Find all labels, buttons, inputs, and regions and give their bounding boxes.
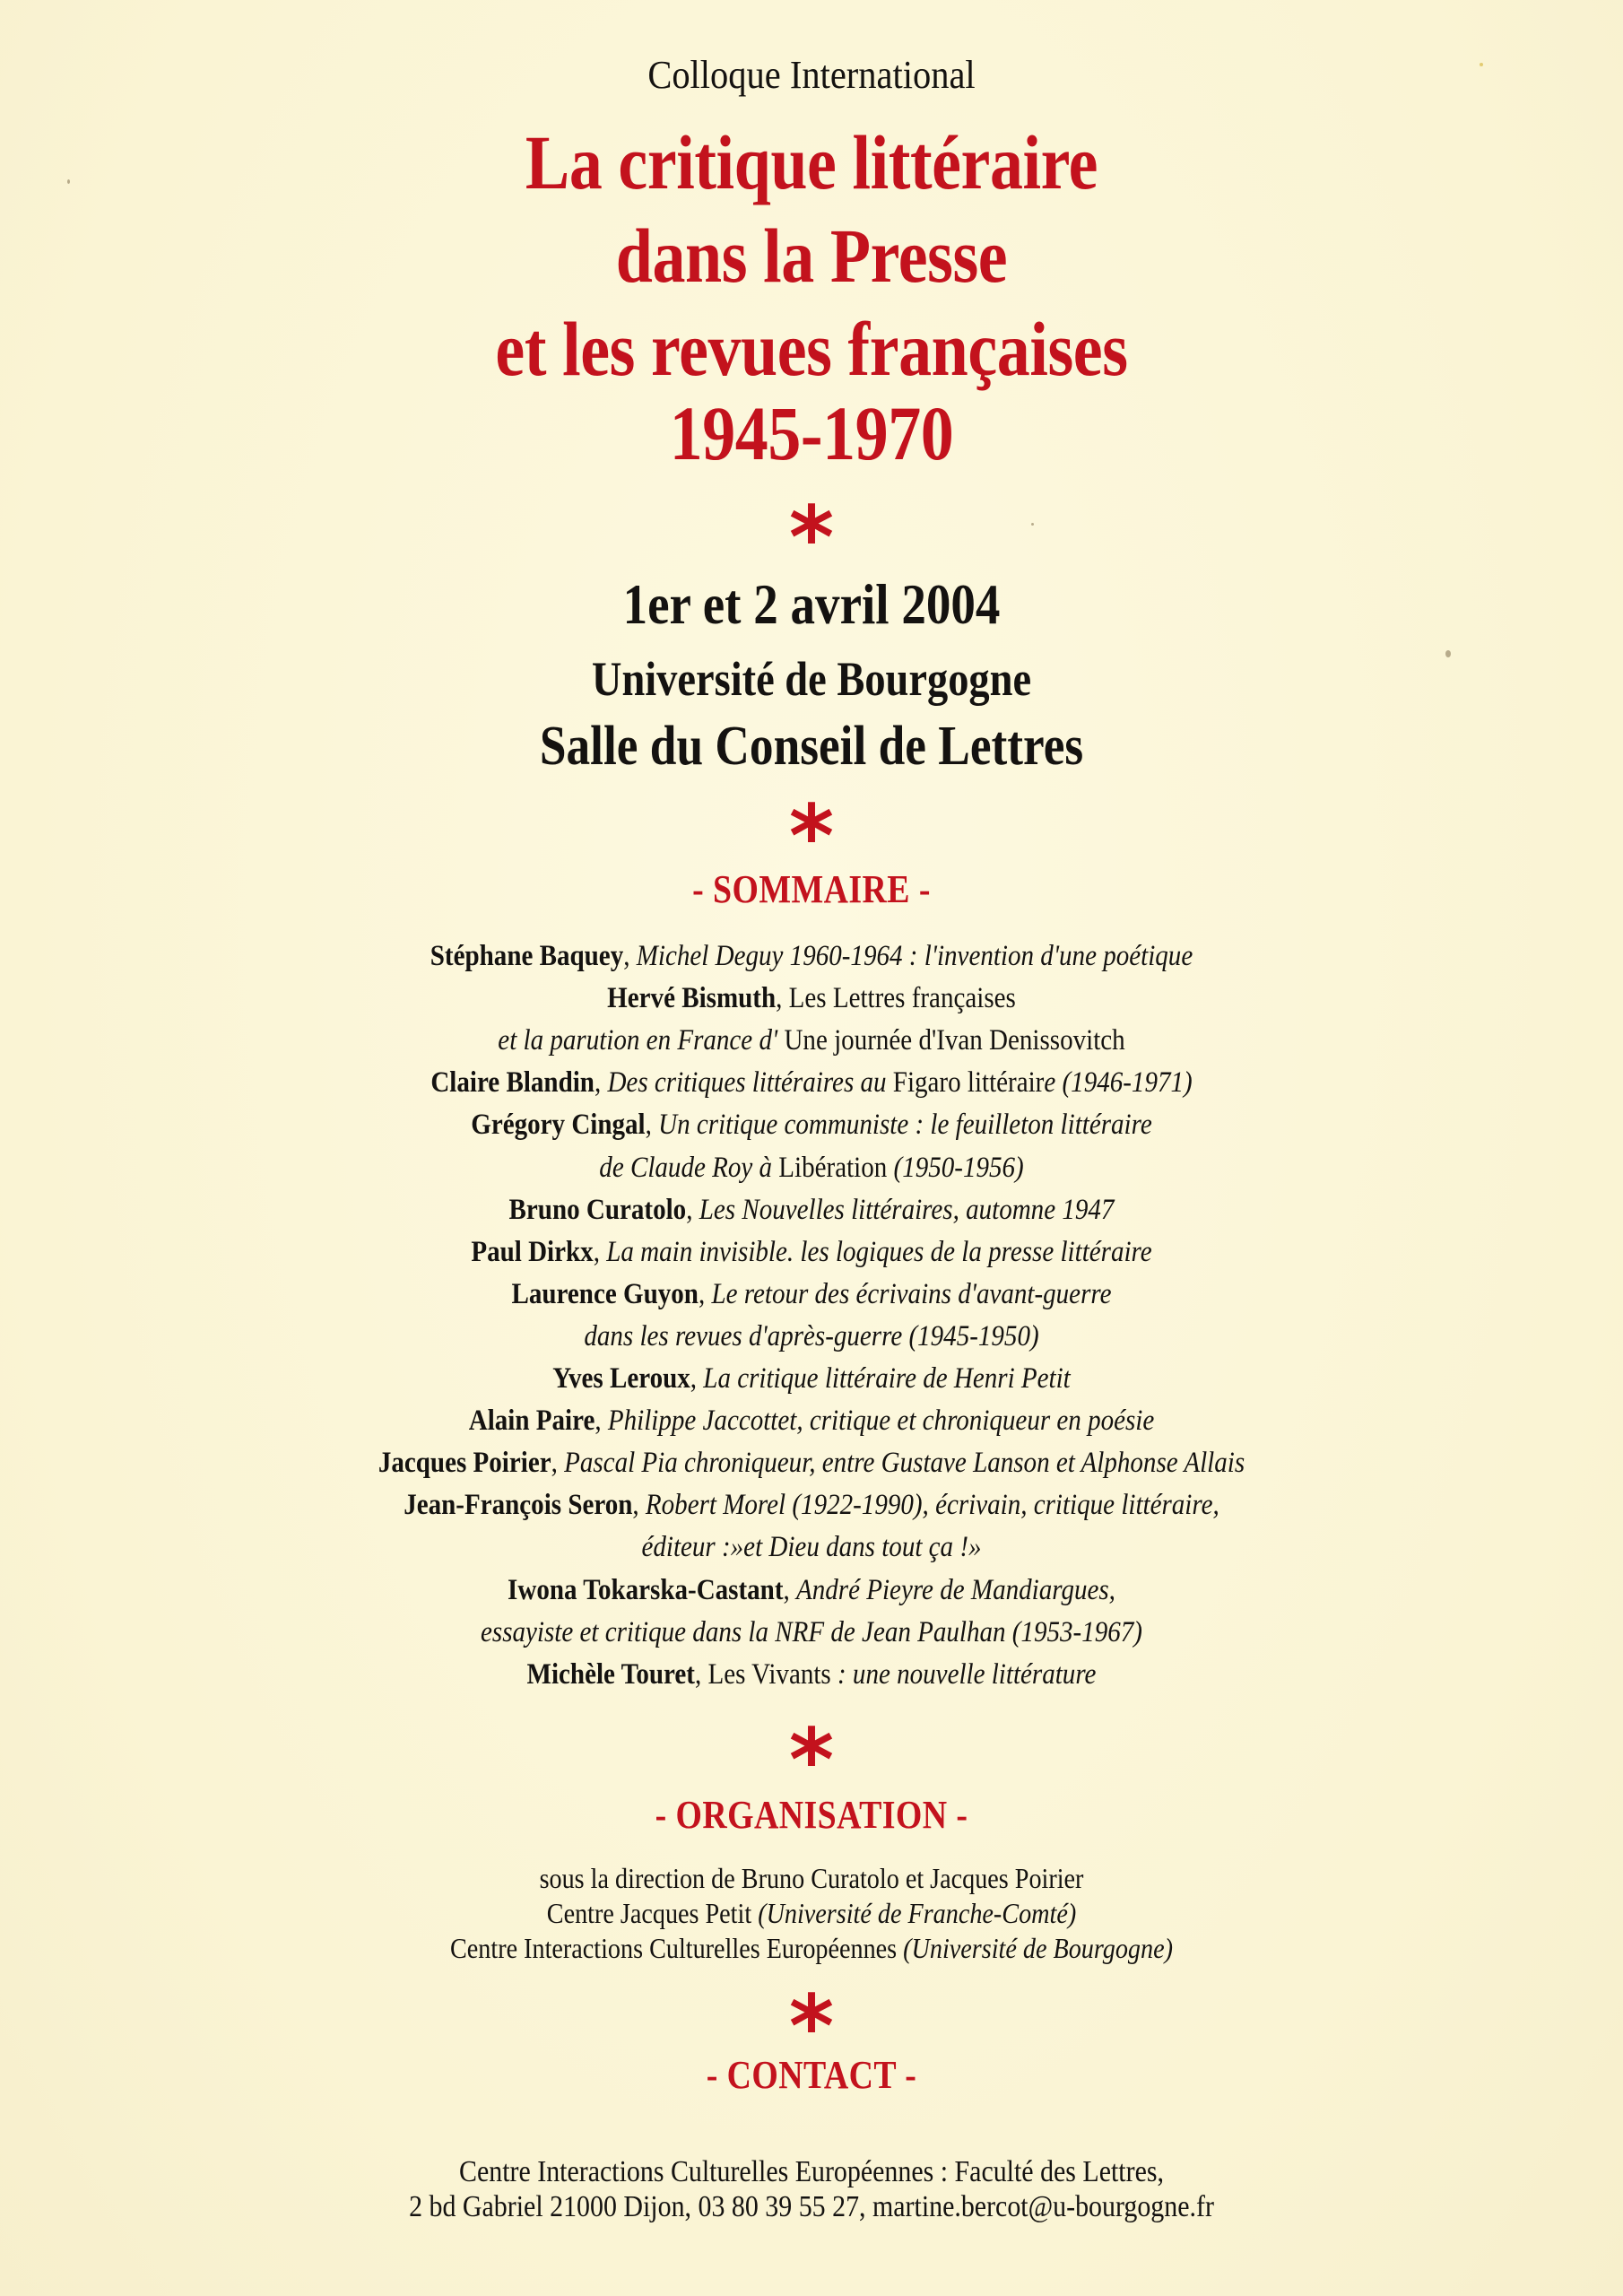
sommaire-entry [98, 1364, 1526, 1394]
organisation-centre-1 [98, 1899, 1526, 1927]
entry-author: Michèle Touret [526, 1657, 695, 1691]
sommaire-heading: - SOMMAIRE - [692, 867, 931, 911]
entry-title-italic: Pascal Pia chroniqueur, entre Gustave Lanson et Alphonse Allais [564, 1447, 1245, 1480]
entry-title-italic: La main invisible. les logiques de la presse littéraire [606, 1235, 1152, 1268]
entry-author: Iwona Tokarska-Castant [508, 1573, 784, 1606]
entry-title-italic: : une nouvelle littérature [837, 1657, 1097, 1691]
sommaire-entry [98, 1193, 1526, 1226]
sommaire-entry [98, 1235, 1526, 1268]
entry-title-roman: , [632, 1489, 646, 1522]
colloque-kicker: Colloque International [647, 53, 976, 97]
entry-title-roman: , [690, 1362, 704, 1395]
organisation-direction: sous la direction de Bruno Curatolo et Jacques Poirier [539, 1862, 1084, 1894]
entry-title-italic: André Pieyre de Mandiargues, [796, 1573, 1115, 1606]
asterisk-separator: * [788, 1710, 835, 1811]
entry-title-roman: , Les Lettres françaises [776, 982, 1016, 1015]
paper-speck [1480, 63, 1483, 66]
paper-speck [1031, 523, 1034, 526]
title-line-2: dans la Presse [615, 213, 1008, 299]
entry-title-roman: , [595, 1405, 608, 1438]
entry-title-italic: Des critiques littéraires au [607, 1066, 887, 1100]
entry-title-roman: , [594, 1066, 608, 1100]
entry-author: Jean-François Seron [404, 1489, 633, 1522]
asterisk-separator: * [788, 488, 835, 588]
entry-author: Bruno Curatolo [508, 1193, 687, 1226]
entry-title-roman: , [783, 1573, 797, 1606]
entry-title-italic: Philippe Jaccottet, critique et chroniqueur en poésie [607, 1405, 1155, 1438]
entry-title-roman: Une journée d'Ivan Denissovitch [777, 1024, 1125, 1057]
entry-title-italic: Le retour des écrivains d'avant-guerre [711, 1277, 1112, 1310]
entry-title-italic: Michel Deguy 1960-1964 : l'invention d'une poétique [636, 940, 1193, 972]
entry-title-roman: , [593, 1235, 607, 1268]
entry-title-roman: , [698, 1277, 712, 1310]
centre-affiliation: (Université de Franche-Comté) [758, 1897, 1077, 1929]
entry-title-italic: e (1946-1971) [1044, 1066, 1193, 1100]
entry-title-roman: , [623, 940, 637, 972]
entry-title-roman: Figaro littérair [886, 1066, 1045, 1100]
entry-title-italic: de Claude Roy à [599, 1151, 773, 1184]
entry-author: Alain Paire [468, 1405, 595, 1438]
sommaire-entry [98, 1491, 1526, 1520]
entry-author: Stéphane Baquey [430, 940, 624, 972]
entry-title-italic: essayiste et critique dans la NRF de Jean Paulhan (1953-1967) [481, 1615, 1142, 1648]
sommaire-entry-continuation [98, 1026, 1526, 1056]
event-room: Salle du Conseil de Lettres [539, 716, 1084, 777]
sommaire-entry [98, 942, 1526, 971]
asterisk-separator: * [788, 787, 835, 887]
entry-title-roman: , Les Vivants [694, 1657, 838, 1691]
centre-name: Centre Jacques Petit [546, 1897, 759, 1929]
sommaire-entry [98, 1406, 1526, 1436]
sommaire-entry [98, 1068, 1526, 1098]
title-years: 1945-1970 [669, 390, 954, 476]
entry-title-italic: (1950-1956) [893, 1151, 1024, 1184]
entry-title-italic: éditeur :»et Dieu dans tout ça !» [641, 1531, 982, 1564]
event-date: 1er et 2 avril 2004 [622, 572, 1001, 636]
entry-title-italic: dans les revues d'après-guerre (1945-1950) [584, 1319, 1039, 1352]
sommaire-entry [98, 984, 1526, 1013]
entry-author: Grégory Cingal [471, 1109, 646, 1142]
sommaire-entry-continuation [98, 1319, 1526, 1352]
centre-affiliation: (Université de Bourgogne) [903, 1932, 1173, 1964]
entry-author: Laurence Guyon [511, 1277, 699, 1310]
organisation-centre-2 [98, 1934, 1526, 1962]
paper-speck [67, 179, 70, 184]
title-line-1: La critique littéraire [525, 119, 1098, 205]
entry-title-roman: , [551, 1447, 565, 1480]
sommaire-entry-continuation [98, 1533, 1526, 1562]
asterisk-separator: * [788, 1977, 835, 2077]
sommaire-entry-continuation [98, 1153, 1526, 1183]
sommaire-entry [98, 1448, 1526, 1478]
entry-title-roman: , [686, 1193, 699, 1226]
organisation-heading: - ORGANISATION - [655, 1793, 968, 1837]
entry-author: Hervé Bismuth [607, 982, 777, 1015]
contact-address-line-2: 2 bd Gabriel 21000 Dijon, 03 80 39 55 27, martine.bercot@u-bourgogne.fr [409, 2190, 1214, 2223]
title-line-3: et les revues françaises [495, 306, 1128, 392]
entry-author: Paul Dirkx [471, 1235, 594, 1268]
sommaire-entry [98, 1573, 1526, 1606]
entry-author: Yves Leroux [552, 1362, 690, 1395]
entry-title-italic: La critique littéraire de Henri Petit [703, 1362, 1071, 1395]
event-university: Université de Bourgogne [591, 652, 1032, 706]
sommaire-entry-continuation [98, 1615, 1526, 1648]
sommaire-entry [98, 1657, 1526, 1691]
sommaire-entry [98, 1277, 1526, 1310]
entry-title-italic: et la parution en France d' [498, 1024, 778, 1057]
contact-heading: - CONTACT - [706, 2053, 917, 2097]
entry-author: Jacques Poirier [378, 1447, 551, 1480]
sommaire-entry [98, 1110, 1526, 1140]
entry-title-italic: Robert Morel (1922-1990), écrivain, critique littéraire, [645, 1489, 1219, 1522]
entry-title-roman: , [645, 1109, 659, 1142]
entry-title-italic: Les Nouvelles littéraires, automne 1947 [699, 1193, 1115, 1226]
entry-title-italic: Un critique communiste : le feuilleton littéraire [658, 1109, 1152, 1142]
entry-title-roman: Libération [772, 1151, 894, 1184]
entry-author: Claire Blandin [430, 1066, 595, 1100]
centre-name: Centre Interactions Culturelles Européennes [450, 1932, 904, 1964]
paper-speck [1445, 650, 1451, 657]
contact-address-line-1: Centre Interactions Culturelles Européennes : Faculté des Lettres, [459, 2155, 1164, 2188]
